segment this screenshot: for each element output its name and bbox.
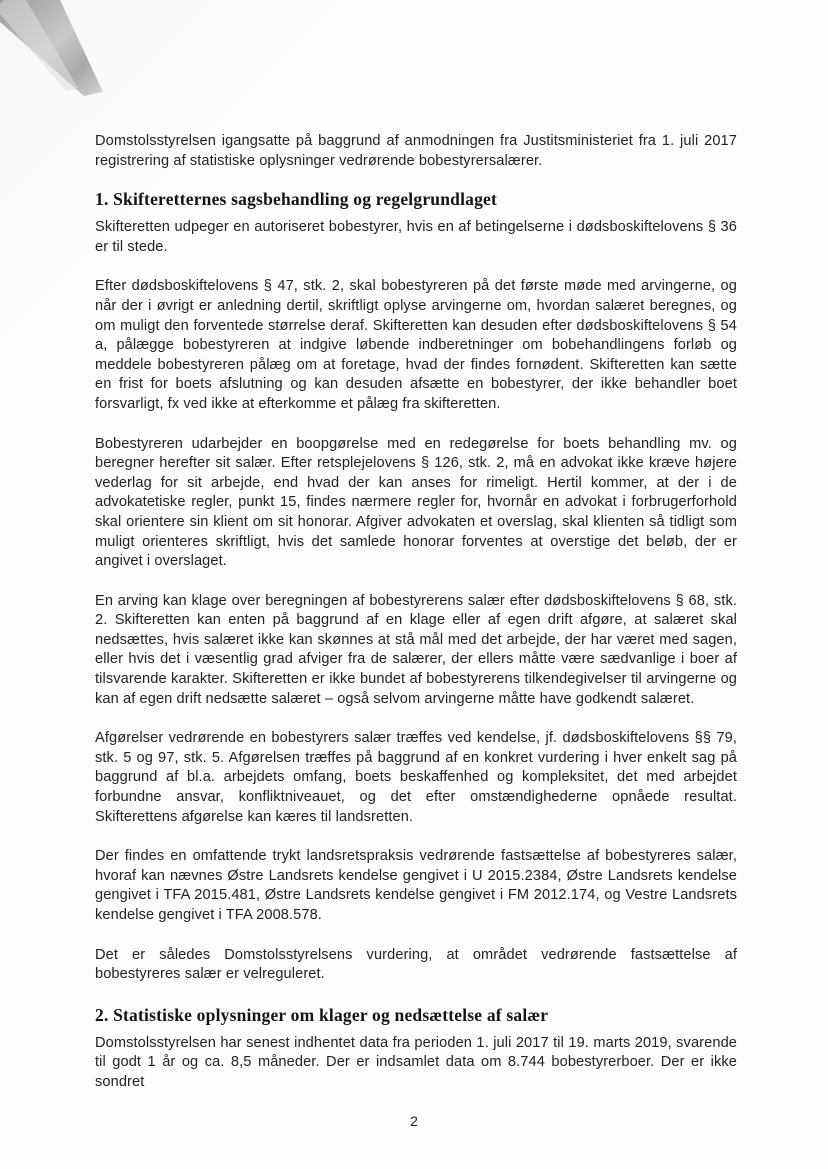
page-number: 2 (410, 1113, 418, 1129)
section-1-paragraph-7: Det er således Domstolsstyrelsens vurdering, at området vedrørende fastsættelse af bobestyreres salær er velreguleret. (95, 946, 737, 983)
document-body (95, 132, 737, 1113)
section-1-paragraph-1: Skifteretten udpeger en autoriseret bobestyrer, hvis en af betingelserne i dødsboskiftelovens § 36 er til stede. (95, 219, 737, 255)
intro-paragraph: Domstolsstyrelsen igangsatte på baggrund af anmodningen fra Justitsministeriet fra 1. juli 2017 registrering af statistiske oplysninger vedrørende bobestyrersalærer. (95, 133, 737, 169)
section-2-paragraph-1: Domstolsstyrelsen har senest indhentet data fra perioden 1. juli 2017 til 19. marts 2019, svarende til godt 1 år og ca. 8,5 måneder. Der er indsamlet data om 8.744 bobestyrerboer. Der er ikke sondret (95, 1034, 737, 1090)
scan-corner-artifact (0, 0, 130, 110)
section-2-heading: 2. Statistiske oplysninger om klager og nedsættelse af salær (95, 1004, 549, 1025)
section-1-paragraph-3: Bobestyreren udarbejder en boopgørelse med en redegørelse for boets behandling mv. og beregner herefter sit salær. Efter retsplejelovens § 126, stk. 2, må en advokat ikke kræve højere vederlag for sit arbejde, end hvad der kan anses for rimeligt. Hertil kommer, at der i de advokatetiske regler, punkt 15, findes nærmere regler for, hvornår en advokat i forbrugerforhold skal orientere sin klient om sit honorar. Afgiver advokaten et overslag, skal klienten så tidligt som muligt orienteres skriftligt, hvis det samlede honorar forventes at overstige det beløb, der er angivet i overslaget. (95, 435, 737, 570)
section-1-heading: 1. Skifteretternes sagsbehandling og regelgrundlaget (95, 189, 498, 210)
section-1-paragraph-2: Efter dødsboskiftelovens § 47, stk. 2, skal bobestyreren på det første møde med arvingerne, og når der i øvrigt er anledning dertil, skriftligt oplyse arvingerne om, hvordan salæret beregnes, og om muligt den forventede størrelse deraf. Skifteretten kan desuden efter dødsboskiftelovens § 54 a, pålægge bobestyreren at indgive løbende indberetninger om bobehandlingens forløb og meddele bobestyreren pålæg om at foretage, hvad der findes fornødent. Skifteretten kan sætte en frist for boets afslutning og kan desuden afsætte en bobestyrer, der ikke behandler boet forsvarligt, fx ved ikke at efterkomme et pålæg fra skifteretten. (95, 278, 737, 412)
section-1-paragraph-5: Afgørelser vedrørende en bobestyrers salær træffes ved kendelse, jf. dødsboskiftelovens §§ 79, stk. 5 og 97, stk. 5. Afgørelsen træffes på baggrund af en konkret vurdering i hver enkelt sag på baggrund af bl.a. arbejdets omfang, boets beskaffenhed og kompleksitet, det med arbejdet forbundne ansvar, konfliktniveauet, og det efter omstændighederne opnåede resultat. Skifterettens afgørelse kan kæres til landsretten. (95, 730, 737, 825)
section-1-paragraph-6: Der findes en omfattende trykt landsretspraksis vedrørende fastsættelse af bobestyreres salær, hvoraf kan nævnes Østre Landsrets kendelse gengivet i U 2015.2384, Østre Landsrets kendelse gengivet i TFA 2015.481, Østre Landsrets kendelse gengivet i FM 2012.174, og Vestre Landsrets kendelse gengivet i TFA 2008.578. (95, 848, 737, 923)
section-1-paragraph-4: En arving kan klage over beregningen af bobestyrerens salær efter dødsboskiftelovens § 68, stk. 2. Skifteretten kan enten på baggrund af en klage eller af egen drift afgøre, at salæret skal nedsættes, hvis salæret ikke kan skønnes at stå mål med det arbejde, der har været med sagen, eller hvis det i væsentlig grad afviger fra de salærer, der ellers måtte være sædvanlige i boer af tilsvarende karakter. Skifteretten er ikke bundet af bobestyrerens tilkendegivelser til arvingerne og kan af egen drift nedsætte salæret – også selvom arvingerne måtte have godkendt salæret. (95, 592, 737, 707)
